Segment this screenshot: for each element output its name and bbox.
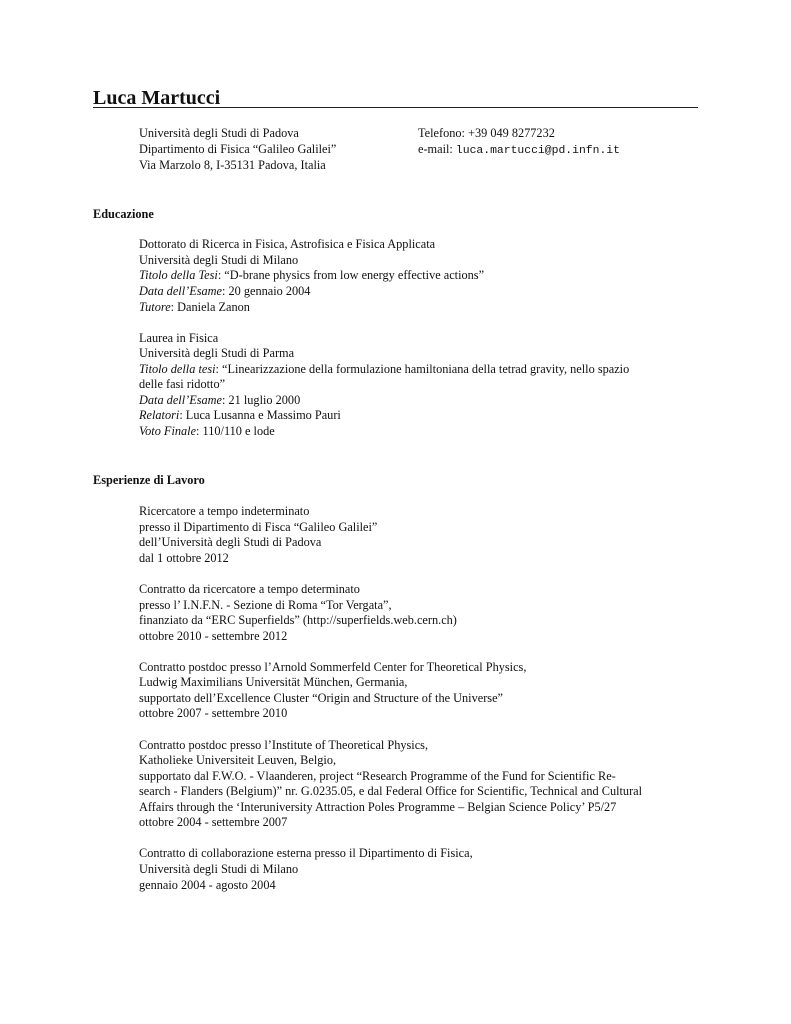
voto-label: Voto Finale bbox=[139, 424, 197, 438]
tutor-value: : Daniela Zanon bbox=[170, 300, 250, 314]
laurea-relatori bbox=[139, 407, 341, 423]
work-line: ottobre 2004 - settembre 2007 bbox=[139, 815, 288, 829]
email-link[interactable]: luca.martucci@pd.infn.it bbox=[455, 145, 620, 157]
thesis-value: : “D-brane physics from low energy effective actions” bbox=[217, 268, 485, 282]
date-label: Data dell’Esame bbox=[139, 284, 222, 298]
address-line: Dipartimento di Fisica “Galileo Galilei” bbox=[139, 142, 337, 156]
date-value: : 21 luglio 2000 bbox=[222, 393, 301, 407]
laurea-university: Università degli Studi di Parma bbox=[139, 346, 295, 360]
phd-date bbox=[139, 283, 310, 299]
section-work-title: Esperienze di Lavoro bbox=[93, 473, 205, 487]
phd-degree: Dottorato di Ricerca in Fisica, Astrofisica e Fisica Applicata bbox=[139, 237, 436, 251]
address-line: Università degli Studi di Padova bbox=[139, 126, 299, 140]
laurea-voto bbox=[139, 423, 275, 439]
thesis-value: : “Linearizzazione della formulazione hamiltoniana della tetrad gravity, nello spazio bbox=[215, 362, 630, 376]
work-line: supportato dell’Excellence Cluster “Origin and Structure of the Universe” bbox=[139, 691, 504, 705]
email-line bbox=[418, 141, 620, 159]
work-line: Contratto da ricercatore a tempo determinato bbox=[139, 582, 360, 596]
work-line: Università degli Studi di Milano bbox=[139, 862, 299, 876]
phone: Telefono: +39 049 8277232 bbox=[418, 126, 555, 140]
title-rule bbox=[93, 107, 698, 108]
relatori-value: : Luca Lusanna e Massimo Pauri bbox=[179, 408, 341, 422]
work-line: presso il Dipartimento di Fisca “Galileo Galilei” bbox=[139, 520, 378, 534]
work-line: finanziato da “ERC Superfields” (http://superfields.web.cern.ch) bbox=[139, 613, 457, 627]
work-line: Katholieke Universiteit Leuven, Belgio, bbox=[139, 753, 337, 767]
work-line: dell’Università degli Studi di Padova bbox=[139, 535, 322, 549]
page-title: Luca Martucci bbox=[93, 87, 221, 109]
work-line: dal 1 ottobre 2012 bbox=[139, 551, 229, 565]
work-line: Contratto postdoc presso l’Institute of Theoretical Physics, bbox=[139, 738, 429, 752]
work-line: Contratto di collaborazione esterna presso il Dipartimento di Fisica, bbox=[139, 846, 473, 860]
work-line: gennaio 2004 - agosto 2004 bbox=[139, 878, 276, 892]
laurea-thesis-cont: delle fasi ridotto” bbox=[139, 377, 226, 391]
laurea-degree: Laurea in Fisica bbox=[139, 331, 219, 345]
work-line: ottobre 2007 - settembre 2010 bbox=[139, 706, 288, 720]
phd-university: Università degli Studi di Milano bbox=[139, 253, 299, 267]
thesis-label: Titolo della Tesi bbox=[139, 268, 218, 282]
work-line: supportato dal F.W.O. - Vlaanderen, project “Research Programme of the Fund for Scientific Re- bbox=[139, 769, 616, 783]
voto-value: : 110/110 e lode bbox=[196, 424, 275, 438]
date-label: Data dell’Esame bbox=[139, 393, 222, 407]
phd-tutor bbox=[139, 299, 250, 315]
work-line: ottobre 2010 - settembre 2012 bbox=[139, 629, 288, 643]
date-value: : 20 gennaio 2004 bbox=[222, 284, 311, 298]
work-line: Ricercatore a tempo indeterminato bbox=[139, 504, 310, 518]
laurea-date bbox=[139, 392, 300, 408]
work-line: presso l’ I.N.F.N. - Sezione di Roma “Tor Vergata”, bbox=[139, 598, 392, 612]
section-education-title: Educazione bbox=[93, 207, 154, 221]
work-line: Affairs through the ‘Interuniversity Attraction Poles Programme – Belgian Science Policy’ P5/27 bbox=[139, 800, 617, 814]
email-label: e-mail: bbox=[418, 142, 456, 156]
thesis-label: Titolo della tesi bbox=[139, 362, 216, 376]
work-line: Contratto postdoc presso l’Arnold Sommerfeld Center for Theoretical Physics, bbox=[139, 660, 527, 674]
relatori-label: Relatori bbox=[139, 408, 180, 422]
address-line: Via Marzolo 8, I-35131 Padova, Italia bbox=[139, 158, 326, 172]
tutor-label: Tutore bbox=[139, 300, 171, 314]
work-line: search - Flanders (Belgium)” nr. G.0235.05, e dal Federal Office for Scientific, Technical and Cultural bbox=[139, 784, 643, 798]
work-line: Ludwig Maximilians Universität München, Germania, bbox=[139, 675, 408, 689]
laurea-thesis bbox=[139, 361, 629, 377]
phd-thesis bbox=[139, 267, 484, 283]
